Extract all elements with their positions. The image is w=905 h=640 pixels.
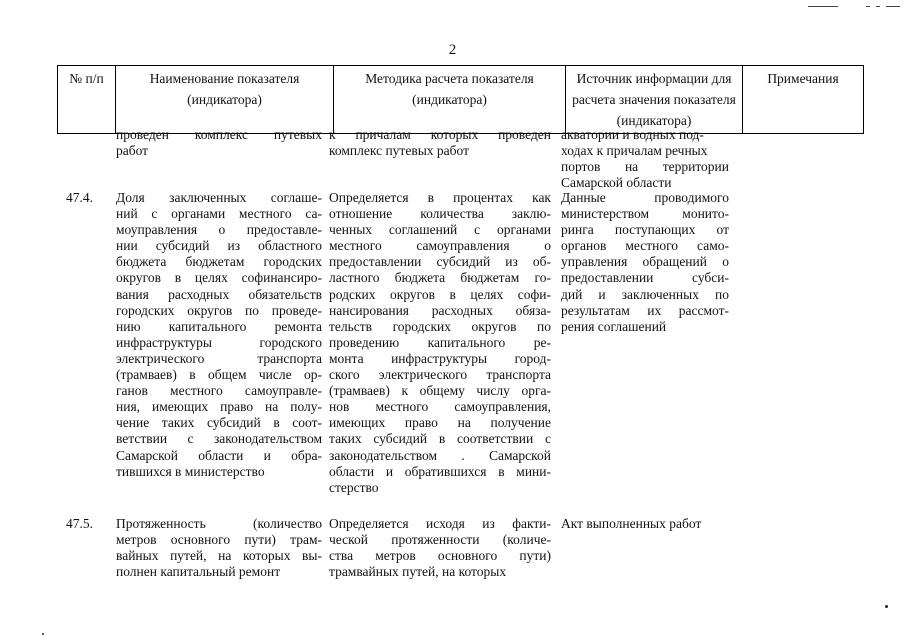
continuation-source <box>561 127 729 191</box>
scan-mark <box>886 6 900 7</box>
text-line: предоставлении субси- <box>561 270 729 286</box>
text-line: органов местного само- <box>561 238 729 254</box>
text-line: метров основного пути) трам- <box>116 532 322 548</box>
text-line: округов в целях софинансиро- <box>116 270 322 286</box>
continuation-name <box>116 127 322 159</box>
text-line: нии субсидий из областного <box>116 238 322 254</box>
text-line: результатам их рассмот- <box>561 302 729 318</box>
text-line: Акт выполненных работ <box>561 516 702 531</box>
text-line: ния, имеющих право на полу- <box>116 399 322 415</box>
text-line: (трамваев) к общему числу орга- <box>329 383 551 399</box>
text-line: электрического транспорта <box>116 350 322 366</box>
text-line: дий и заключенных по <box>561 286 729 302</box>
text-line: проведению капитального ре- <box>329 334 551 350</box>
indicator-name <box>116 190 322 480</box>
text-line: Доля заключенных соглаше- <box>116 190 322 205</box>
text-line: родских округов в целях софи- <box>329 286 551 302</box>
indicator-method <box>329 190 551 496</box>
text-line: инфраструктуры городского <box>116 334 322 350</box>
text-line: тельств городских округов по <box>329 318 551 334</box>
scan-speck <box>885 605 888 608</box>
text-line: работ <box>116 143 149 159</box>
text-line: ринга поступающих от <box>561 222 729 238</box>
text-line: Самарской области <box>561 175 672 191</box>
indicator-method <box>329 516 551 580</box>
text-line: ского электрического транспорта <box>329 367 551 383</box>
page-number: 2 <box>448 42 457 58</box>
text-line: ходах к причалам речных <box>561 143 708 159</box>
text-line: портов на территории <box>561 159 729 175</box>
text-line: имеющих право на получение <box>329 415 551 431</box>
text-line: Определяется исходя из факти- <box>329 516 551 531</box>
text-line: отношение количества заклю- <box>329 206 551 222</box>
indicator-name <box>116 516 322 580</box>
text-line: области и обратившихся в мини- <box>329 463 551 479</box>
scan-mark <box>876 6 880 7</box>
text-line: министерством монито- <box>561 206 729 222</box>
text-line: акватории и водных под- <box>561 127 704 142</box>
text-line: бюджета бюджетам городских <box>116 254 322 270</box>
text-line: ний с органами местного са- <box>116 206 322 222</box>
text-line: Самарской области и обра- <box>116 447 322 463</box>
scan-mark <box>866 6 870 7</box>
text-line: вайных путей, на которых вы- <box>116 548 322 564</box>
text-line: Определяется в процентах как <box>329 190 551 205</box>
text-line: местного самоуправления о <box>329 238 551 254</box>
indicator-source <box>561 516 729 532</box>
text-line: нов местного самоуправления, <box>329 399 551 415</box>
scan-mark <box>808 6 838 7</box>
text-line: Протяженность (количество <box>116 516 322 531</box>
header-number: № п/п <box>58 66 116 134</box>
text-line: ветствии с законодательством <box>116 431 322 447</box>
header-method: Методика расчета показателя (индикатора) <box>334 66 566 134</box>
continuation-method <box>329 127 551 159</box>
table-header <box>57 65 864 134</box>
header-notes: Примечания <box>743 66 864 134</box>
scan-speck <box>42 633 44 635</box>
indicator-source <box>561 190 729 335</box>
text-line: ченных соглашений с органами <box>329 222 551 238</box>
text-line: чение таких субсидий в соот- <box>116 415 322 431</box>
text-line: ства метров основного пути) <box>329 548 551 564</box>
text-line: нансирования расходных обяза- <box>329 302 551 318</box>
text-line: тившихся в министерство <box>116 463 265 479</box>
header-indicator-name: Наименование показателя (индикатора) <box>116 66 334 134</box>
header-source: Источник информации для расчета значения показателя (индикатора) <box>566 66 743 134</box>
text-line: Данные проводимого <box>561 190 729 205</box>
row-number: 47.5. <box>66 516 93 531</box>
text-line: ческой протяженности (количе- <box>329 532 551 548</box>
row-number: 47.4. <box>66 190 93 205</box>
text-line: комплекс путевых работ <box>329 143 469 159</box>
text-line: стерство <box>329 479 379 495</box>
text-line: монта инфраструктуры город- <box>329 350 551 366</box>
text-line: законодательством . Самарской <box>329 447 551 463</box>
text-line: рения соглашений <box>561 318 667 334</box>
text-line: ганов местного самоуправле- <box>116 383 322 399</box>
text-line: трамвайных путей, на которых <box>329 564 507 580</box>
text-line: моуправления о предоставле- <box>116 222 322 238</box>
text-line: к причалам которых проведен <box>329 127 551 142</box>
text-line: предоставлении субсидий из об- <box>329 254 551 270</box>
text-line: вания расходных обязательств <box>116 286 322 302</box>
text-line: таких субсидий в соответствии с <box>329 431 551 447</box>
text-line: городских округов по проведе- <box>116 302 322 318</box>
text-line: полнен капитальный ремонт <box>116 564 281 580</box>
text-line: нию капитального ремонта <box>116 318 322 334</box>
text-line: проведен комплекс путевых <box>116 127 322 142</box>
text-line: ластного бюджета бюджетам го- <box>329 270 551 286</box>
header-row <box>58 66 864 134</box>
text-line: управления обращений о <box>561 254 729 270</box>
text-line: (трамваев) в общем числе ор- <box>116 367 322 383</box>
